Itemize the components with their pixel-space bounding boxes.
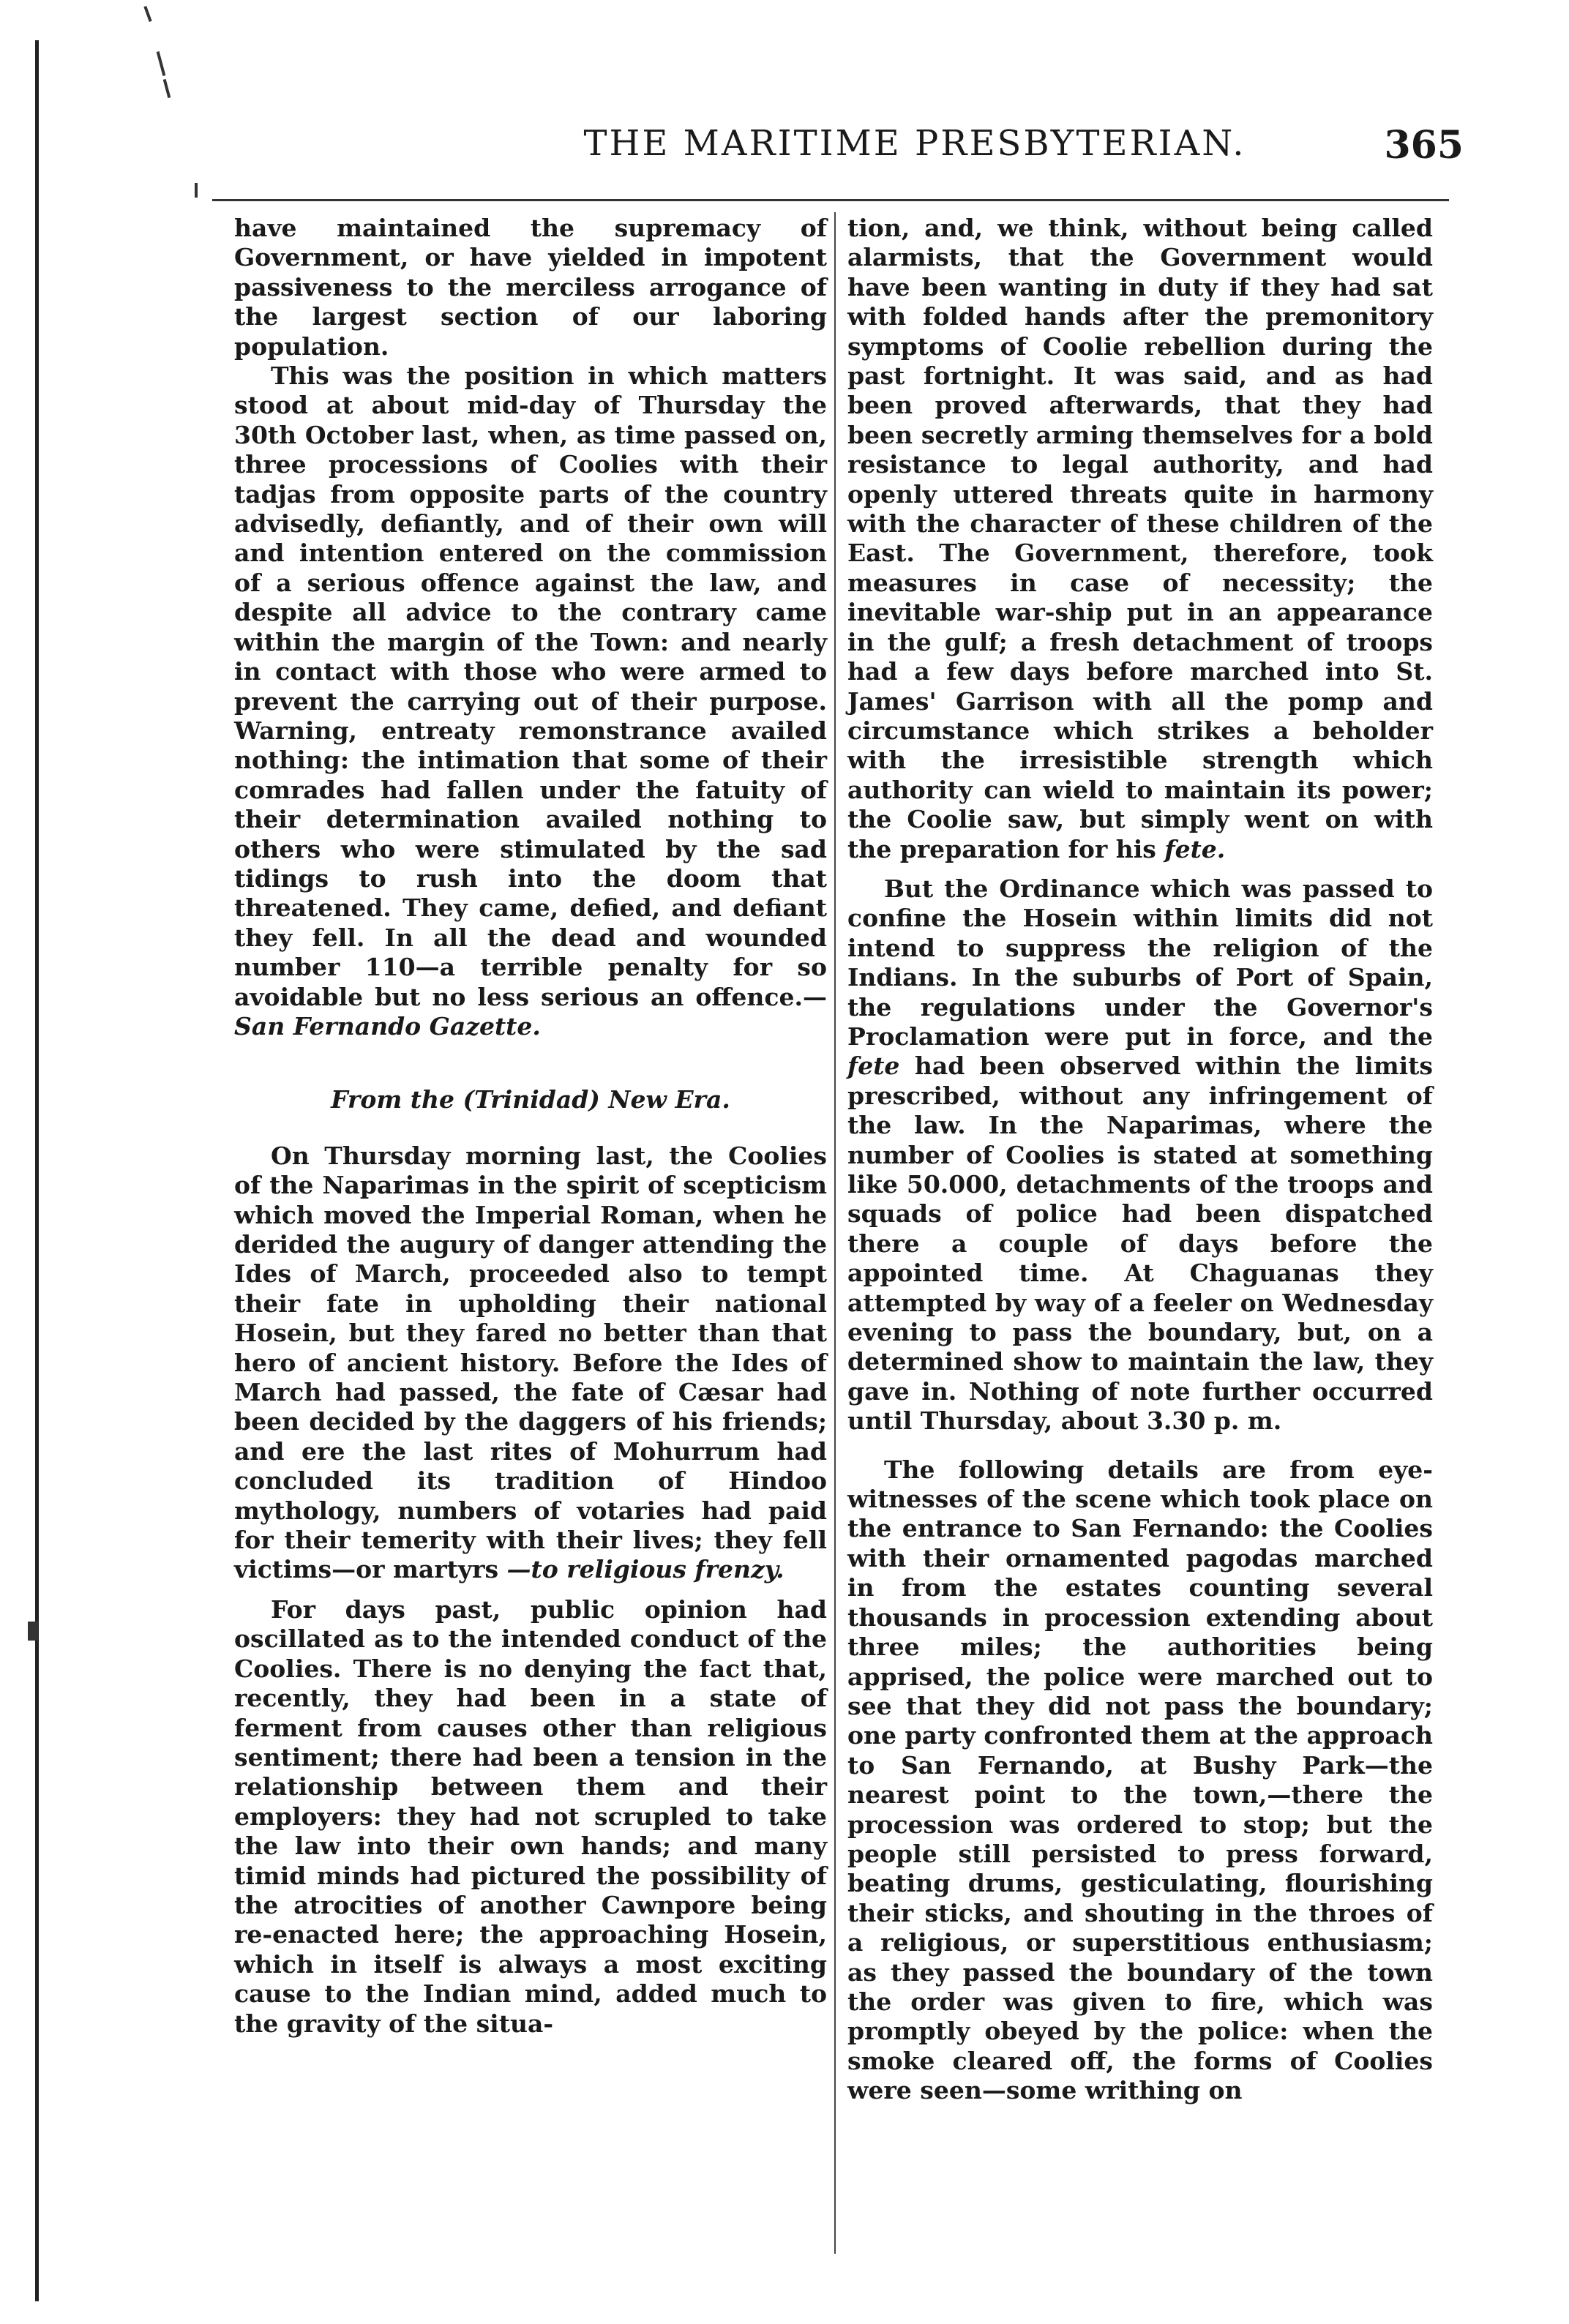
heading-prefix: From the ( bbox=[331, 1085, 475, 1114]
left-column bbox=[234, 214, 827, 2039]
scan-mark bbox=[143, 6, 151, 22]
paragraph bbox=[234, 361, 827, 1041]
header-rule bbox=[212, 199, 1449, 201]
scan-mark bbox=[157, 51, 166, 76]
right-column bbox=[847, 214, 1433, 2106]
paragraph: The following details are from eye-witnesses of the scene which took place on the entrance to San Fernando: the Coolies with their ornamented pagodas marched in from the estates counting several thousands in procession extending about three miles; the authorities being apprised, the police were marched out to see that they did not pass the boundary; one party confronted them at the approach to San Fernando, at Bushy Park—the nearest point to the town,—there the procession was ordered to stop; but the people still persisted to press forward, beating drums, gesticulating, flourishing their sticks, and shouting in the throes of a religious, or superstitious enthusiasm; as they passed the boundary of the town the order was given to fire, which was promptly obeyed by the police: when the smoke cleared off, the forms of Coolies were seen—some writhing on bbox=[847, 1455, 1433, 2105]
paragraph-continuation bbox=[847, 214, 1433, 864]
binding-edge-line bbox=[35, 40, 39, 2301]
column-divider bbox=[834, 212, 836, 2254]
page-number: 365 bbox=[1384, 123, 1464, 168]
page-header bbox=[205, 123, 1464, 189]
emphasis-text: fete bbox=[847, 1052, 900, 1081]
scan-mark bbox=[195, 183, 198, 198]
scan-mark bbox=[163, 79, 171, 98]
emphasis-text: fete. bbox=[1164, 834, 1226, 863]
paragraph-text: On Thursday morning last, the Coolies of the Naparimas in the spirit of scepticism which moved the Imperial Roman, when he derided the augury of danger attending the Ides of March, proceeded also to tempt their fate in upholding their national Hosein, but they fared no better than that hero of ancient history. Before the Ides of March had passed, the fate of Cæsar had been decided by the daggers of his friends; and ere the last rites of Mohurrum had concluded its tradition of Hindoo mythology, numbers of votaries had paid for their temerity with their lives; they fell victims—or martyrs bbox=[234, 1141, 827, 1584]
paragraph-text: tion, and, we think, without being called alarmists, that the Government would have been wanting in duty if they had sat with folded hands after the premonitory symptoms of Coolie rebellion during the past fortnight. It was said, and as had been proved afterwards, that they had been secretly arming themselves for a bold resistance to legal authority, and had openly uttered threats quite in harmony with the character of these children of the East. The Government, therefore, took measures in case of necessity; the inevitable war-ship put in an appearance in the gulf; a fresh detachment of troops had a few days before marched into St. James' Garrison with all the pomp and circumstance which strikes a beholder with the irresistible strength which authority can wield to maintain its power; the Coolie saw, but simply went on with the preparation for his bbox=[847, 214, 1433, 863]
paragraph bbox=[234, 1142, 827, 1585]
paragraph-text: This was the position in which matters stood at about mid-day of Thursday the 30th October last, when, as time passed on, three processions of Coolies with their tadjas from opposite parts of the country advisedly, defiantly, and of their own will and intention entered on the commission of a serious offence against the law, and despite all advice to the contrary came within the margin of the Town: and nearly in contact with those who were armed to prevent the carrying out of their purpose. Warning, entreaty remonstrance availed nothing: the intimation that some of their comrades had fallen under the fatuity of their determination availed nothing to others who were stimulated by the sad tidings to rush into the doom that threatened. They came, defied, and defiant they fell. In all the dead and wounded number 110—a terrible penalty for so avoidable but no less serious an offence.— bbox=[234, 361, 827, 1011]
paragraph-continuation: have maintained the supremacy of Government, or have yielded in impotent passiveness to the merciless arrogance of the largest section of our laboring population. bbox=[234, 214, 827, 361]
section-heading bbox=[234, 1085, 827, 1114]
paragraph: For days past, public opinion had oscillated as to the intended conduct of the Coolies. There is no denying the fact that, recently, they had been in a state of ferment from causes other than religious sentiment; there had been a tension in the relationship between them and their employers: they had not scrupled to take the law into their own hands; and many timid minds had pictured the possibility of the atrocities of another Cawnpore being re-enacted here; the approaching Hosein, which in itself is always a most exciting cause to the Indian mind, added much to the gravity of the situa- bbox=[234, 1594, 827, 2038]
scan-mark bbox=[28, 1622, 38, 1641]
emphasis-text: —to religious frenzy. bbox=[506, 1555, 784, 1584]
running-title: THE MARITIME PRESBYTERIAN. bbox=[583, 123, 1246, 164]
source-citation: San Fernando Gazette. bbox=[234, 1011, 541, 1041]
heading-place: Trinidad bbox=[474, 1085, 589, 1114]
paragraph bbox=[847, 874, 1433, 1436]
heading-suffix: ) New Era. bbox=[588, 1085, 730, 1114]
paragraph-text: had been observed within the limits prescribed, without any infringement of the law. In the Naparimas, where the number of Coolies is stated at something like 50.000, detachments of the troops and squads of police had been dispatched there a couple of days before the appointed time. At Chaguanas they attempted by way of a feeler on Wednesday evening to pass the boundary, but, on a determined show to maintain the law, they gave in. Nothing of note further occurred until Thursday, about 3.30 p. m. bbox=[847, 1052, 1433, 1436]
paragraph-text: But the Ordinance which was passed to confine the Hosein within limits did not intend to suppress the religion of the Indians. In the suburbs of Port of Spain, the regulations under the Governor's Proclamation were put in force, and the bbox=[847, 874, 1433, 1051]
